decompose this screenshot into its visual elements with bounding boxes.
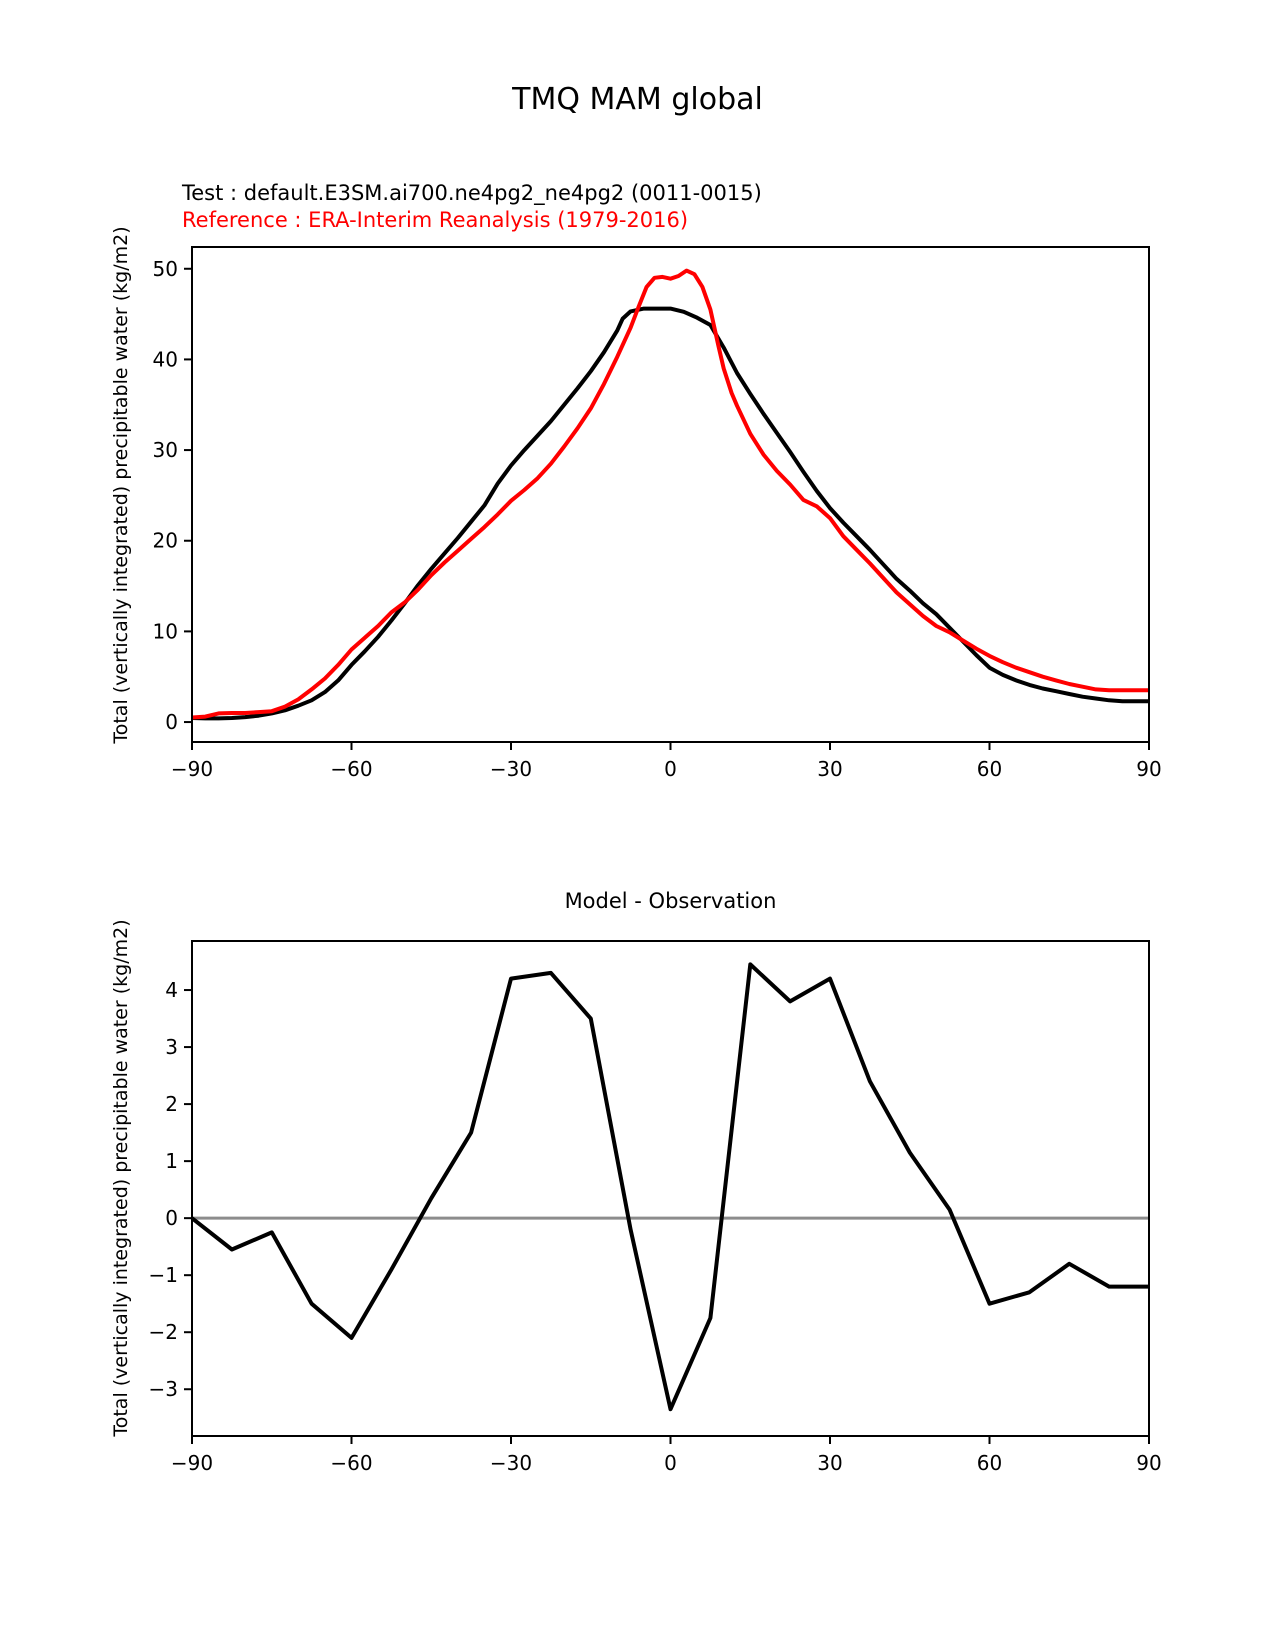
test-curve bbox=[192, 309, 1149, 719]
diff-chart-x-tick-label: 90 bbox=[1136, 1451, 1162, 1475]
diff-chart-x-tick-label: 30 bbox=[817, 1451, 843, 1475]
top-chart-x-tick-label: 30 bbox=[817, 757, 843, 781]
top-chart-y-tick-label: 0 bbox=[165, 710, 178, 735]
diff-chart-x-tick-label: 0 bbox=[664, 1451, 677, 1475]
reference-curve bbox=[192, 271, 1149, 718]
diff-chart-y-tick-label: 3 bbox=[165, 1035, 178, 1060]
top-chart-y-tick-label: 30 bbox=[152, 438, 178, 463]
top-chart-x-tick-label: 60 bbox=[976, 757, 1003, 781]
diff-chart-x-tick-label: 60 bbox=[976, 1451, 1003, 1475]
top-chart-x-tick-label: −30 bbox=[489, 757, 533, 781]
top-chart-ylabel: Total (vertically integrated) precipitable water (kg/m2) bbox=[110, 226, 132, 744]
diff-chart-y-tick-label: −2 bbox=[148, 1320, 178, 1345]
page-title: TMQ MAM global bbox=[512, 82, 763, 117]
reference-label: Reference : ERA-Interim Reanalysis (1979-2016) bbox=[182, 208, 689, 232]
diff-chart-y-tick-label: −1 bbox=[148, 1263, 178, 1288]
top-chart-x-tick-label: −90 bbox=[170, 757, 214, 781]
top-chart bbox=[153, 247, 1162, 781]
diff-chart-x-tick-label: −90 bbox=[170, 1451, 214, 1475]
diff-chart-ylabel: Total (vertically integrated) precipitable water (kg/m2) bbox=[110, 919, 132, 1437]
diff-chart-x-tick-label: −60 bbox=[330, 1451, 373, 1475]
difference-curve bbox=[192, 964, 1149, 1409]
diff-chart-title: Model - Observation bbox=[564, 889, 777, 913]
diff-chart bbox=[149, 941, 1162, 1475]
diff-chart-y-tick-label: 0 bbox=[165, 1206, 178, 1231]
top-chart-y-tick-label: 50 bbox=[152, 256, 178, 281]
top-chart-y-tick-label: 10 bbox=[152, 619, 178, 644]
top-chart-x-tick-label: 0 bbox=[664, 757, 677, 781]
top-chart-y-tick-label: 20 bbox=[152, 528, 178, 553]
top-chart-y-tick-label: 40 bbox=[152, 347, 178, 372]
diff-chart-y-tick-label: 1 bbox=[165, 1149, 178, 1174]
diff-chart-y-tick-label: 2 bbox=[165, 1092, 178, 1117]
diff-chart-y-tick-label: −3 bbox=[148, 1377, 178, 1402]
diff-chart-spines bbox=[192, 941, 1149, 1436]
diff-chart-x-tick-label: −30 bbox=[489, 1451, 533, 1475]
top-chart-x-tick-label: 90 bbox=[1136, 757, 1162, 781]
diff-chart-y-tick-label: 4 bbox=[165, 978, 178, 1003]
test-label: Test : default.E3SM.ai700.ne4pg2_ne4pg2 (0011-0015) bbox=[182, 181, 762, 205]
top-chart-x-tick-label: −60 bbox=[330, 757, 373, 781]
